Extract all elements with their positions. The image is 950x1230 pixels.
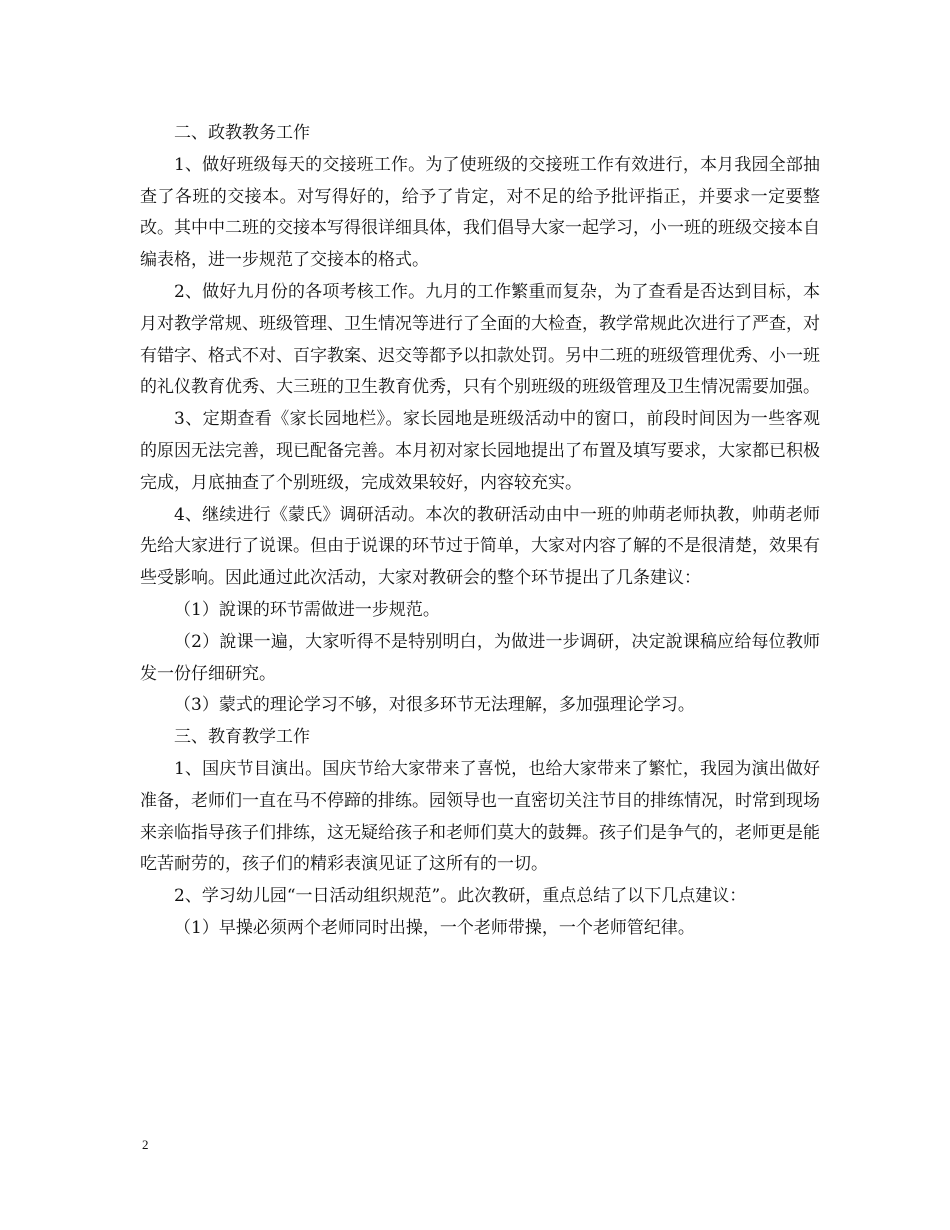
- document-body: [140, 118, 820, 945]
- paragraph: 2、学习幼儿园“一日活动组织规范”。此次教研，重点总结了以下几点建议：: [174, 886, 747, 907]
- list-item: （1）說课的环节需做进一步规范。: [174, 599, 440, 620]
- page-number: 2: [142, 1137, 149, 1152]
- list-item: （3）蒙式的理论学习不够，对很多环节无法理解，多加强理论学习。: [174, 695, 695, 716]
- list-item: （1）早操必须两个老师同时出操，一个老师带操，一个老师管纪律。: [174, 917, 695, 938]
- paragraph: 4、继续进行《蒙氏》调研活动。本次的教研活动由中一班的帅萌老师执教，帅萌老师先给大家进行了说课。但由于说课的环节过于简单，大家对内容了解的不是很清楚，效果有些受影响。因此通过此次活动，大家对教研会的整个环节提出了几条建议：: [140, 504, 820, 589]
- paragraph: 1、国庆节目演出。国庆节给大家带来了喜悦，也给大家带来了繁忙，我园为演出做好准备，老师们一直在马不停蹄的排练。园领导也一直密切关注节目的排练情况，时常到现场来亲临指导孩子们排练，这无疑给孩子和老师们莫大的鼓舞。孩子们是争气的，老师更是能吃苦耐劳的，孩子们的精彩表演见证了这所有的一切。: [140, 758, 820, 875]
- section-heading: 二、政教教务工作: [174, 123, 310, 143]
- paragraph: 1、做好班级每天的交接班工作。为了使班级的交接班工作有效进行，本月我园全部抽查了各班的交接本。对写得好的，给予了肯定，对不足的给予批评指正，并要求一定要整改。其中中二班的交接本写得很详细具体，我们倡导大家一起学习，小一班的班级交接本自编表格，进一步规范了交接本的格式。: [140, 154, 820, 271]
- paragraph: 2、做好九月份的各项考核工作。九月的工作繁重而复杂，为了查看是否达到目标，本月对教学常规、班级管理、卫生情况等进行了全面的大检查，教学常规此次进行了严查，对有错字、格式不对、百字教案、迟交等都予以扣款处罚。另中二班的班级管理优秀、小一班的礼仪教育优秀、大三班的卫生教育优秀，只有个别班级的班级管理及卫生情况需要加强。: [140, 281, 820, 398]
- list-item: （2）說课一遍，大家听得不是特别明白，为做进一步调研，决定說课稿应给每位教师发一份仔细研究。: [140, 631, 820, 684]
- section-heading: 三、教育教学工作: [174, 727, 310, 748]
- paragraph: 3、定期查看《家长园地栏》。家长园地是班级活动中的窗口，前段时间因为一些客观的原因无法完善，现已配备完善。本月初对家长园地提出了布置及填写要求，大家都已积极完成，月底抽查了个别班级，完成效果较好，内容较充实。: [140, 409, 820, 493]
